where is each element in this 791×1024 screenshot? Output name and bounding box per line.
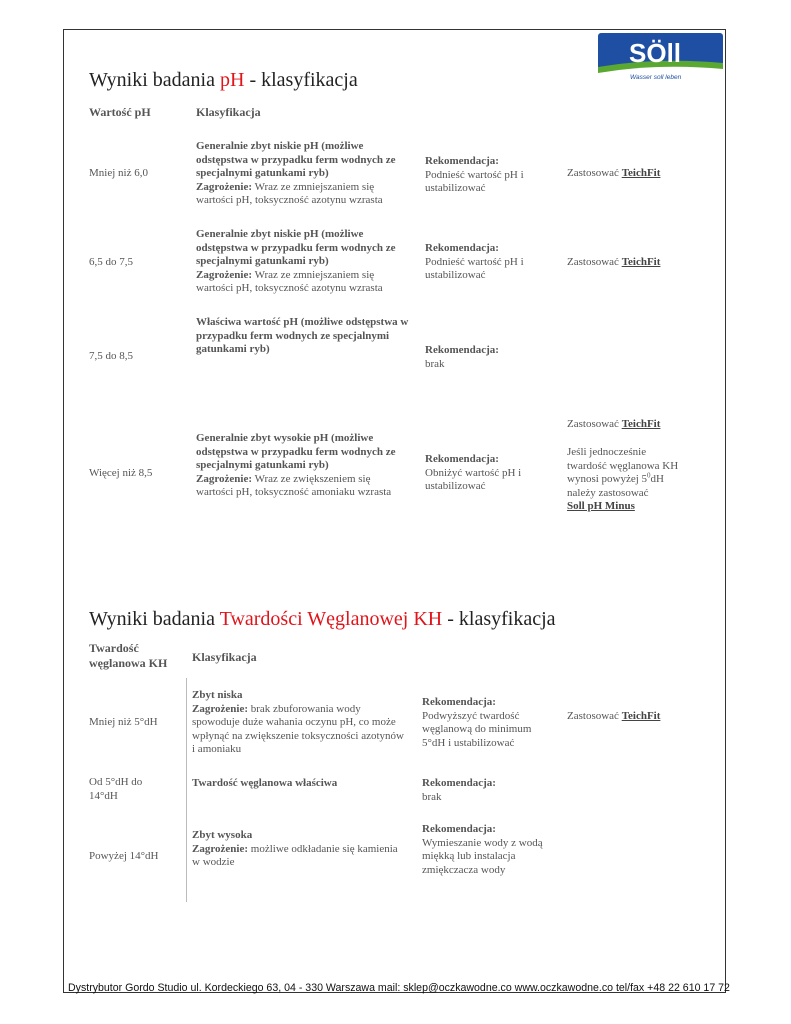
ph-row4-action: Zastosować TeichFit (567, 418, 661, 430)
ph-row1-rec: Rekomendacja: Podnieść wartość pH i ustabilizować (425, 155, 524, 194)
kh-row2-value: Od 5°dH do 14°dH (89, 776, 143, 802)
kh-row1-class: Zbyt niska Zagrożenie: brak zbuforowania wody spowoduje duże wahania oczynu pH, co może wpłynąć na zwiększenie toksyczności azotynów i amoniaku (192, 689, 404, 755)
soll-logo (598, 33, 723, 83)
kh-row3-value: Powyżej 14°dH (89, 850, 159, 862)
kh-row3-rec: Rekomendacja: Wymieszanie wody z wodą miękką lub instalacja zmiękczacza wody (422, 823, 543, 876)
teichfit-link[interactable]: TeichFit (621, 418, 661, 430)
kh-column-divider (186, 678, 187, 902)
logo-brand: SÖll (629, 38, 682, 68)
kh-row1-action: Zastosować TeichFit (567, 710, 661, 722)
ph-row2-value: 6,5 do 7,5 (89, 256, 133, 268)
ph-col-class: Klasyfikacja (196, 105, 261, 119)
ph-row4-class: Generalnie zbyt wysokie pH (możliwe odstępstwa w przypadku ferm wodnych ze specjalnymi gatunkami ryb) Zagrożenie: Wraz ze zwiększeniem się wartości pH, toksyczność amoniaku wzrasta (196, 432, 396, 498)
kh-col-value: Twardość węglanowa KH (89, 641, 168, 670)
ph-row4-extra: Jeśli jednocześnie twardość węglanowa KH wynosi powyżej $5^0dH$ należy zastosować Soll pH Minus (567, 446, 679, 512)
ph-row1-value: Mniej niż 6,0 (89, 167, 148, 179)
logo-tagline: Wasser soll leben (630, 74, 682, 81)
ph-row2-action: Zastosować TeichFit (567, 256, 661, 268)
ph-row3-rec: Rekomendacja: brak (425, 344, 499, 370)
kh-title: Wyniki badania Twardości Węglanowej KH - klasyfikacja (89, 608, 556, 630)
kh-row2-class: Twardość węglanowa właściwa (192, 777, 338, 789)
ph-title: Wyniki badania pH - klasyfikacja (89, 69, 358, 91)
footer-contact: Dystrybutor Gordo Studio ul. Kordeckiego 63, 04 - 330 Warszawa mail: sklep@oczkawodne.co www.oczkawodne.co tel/fax +48 22 610 17 72 (68, 982, 730, 994)
ph-row4-rec: Rekomendacja: Obniżyć wartość pH i ustabilizować (425, 453, 522, 492)
ph-row4-value: Więcej niż 8,5 (89, 467, 153, 479)
kh-row1-value: Mniej niż 5°dH (89, 716, 158, 728)
ph-row1-class: Generalnie zbyt niskie pH (możliwe odstępstwa w przypadku ferm wodnych ze specjalnymi gatunkami ryb) Zagrożenie: Wraz ze zmniejszaniem się wartości pH, toksyczność azotynu wzrasta (196, 140, 396, 206)
soll-ph-minus-link[interactable]: Soll pH Minus (567, 500, 635, 512)
ph-row3-value: 7,5 do 8,5 (89, 350, 133, 362)
teichfit-link[interactable]: TeichFit (621, 710, 661, 722)
teichfit-link[interactable]: TeichFit (621, 256, 661, 268)
kh-row1-rec: Rekomendacja: Podwyższyć twardość węglanową do minimum 5°dH i ustabilizować (422, 696, 532, 749)
ph-row2-rec: Rekomendacja: Podnieść wartość pH i ustabilizować (425, 242, 524, 281)
ph-row3-class: Właściwa wartość pH (możliwe odstępstwa w przypadku ferm wodnych ze specjalnymi gatunkami ryb) (196, 316, 409, 355)
ph-row1-action: Zastosować TeichFit (567, 167, 661, 179)
teichfit-link[interactable]: TeichFit (621, 167, 661, 179)
kh-col-class: Klasyfikacja (192, 650, 257, 664)
kh-row2-rec: Rekomendacja: brak (422, 777, 496, 803)
ph-col-value: Wartość pH (89, 105, 151, 119)
kh-row3-class: Zbyt wysoka Zagrożenie: możliwe odkładanie się kamienia w wodzie (192, 829, 398, 868)
ph-row2-class: Generalnie zbyt niskie pH (możliwe odstępstwa w przypadku ferm wodnych ze specjalnymi gatunkami ryb) Zagrożenie: Wraz ze zmniejszaniem się wartości pH, toksyczność azotynu wzrasta (196, 228, 396, 294)
